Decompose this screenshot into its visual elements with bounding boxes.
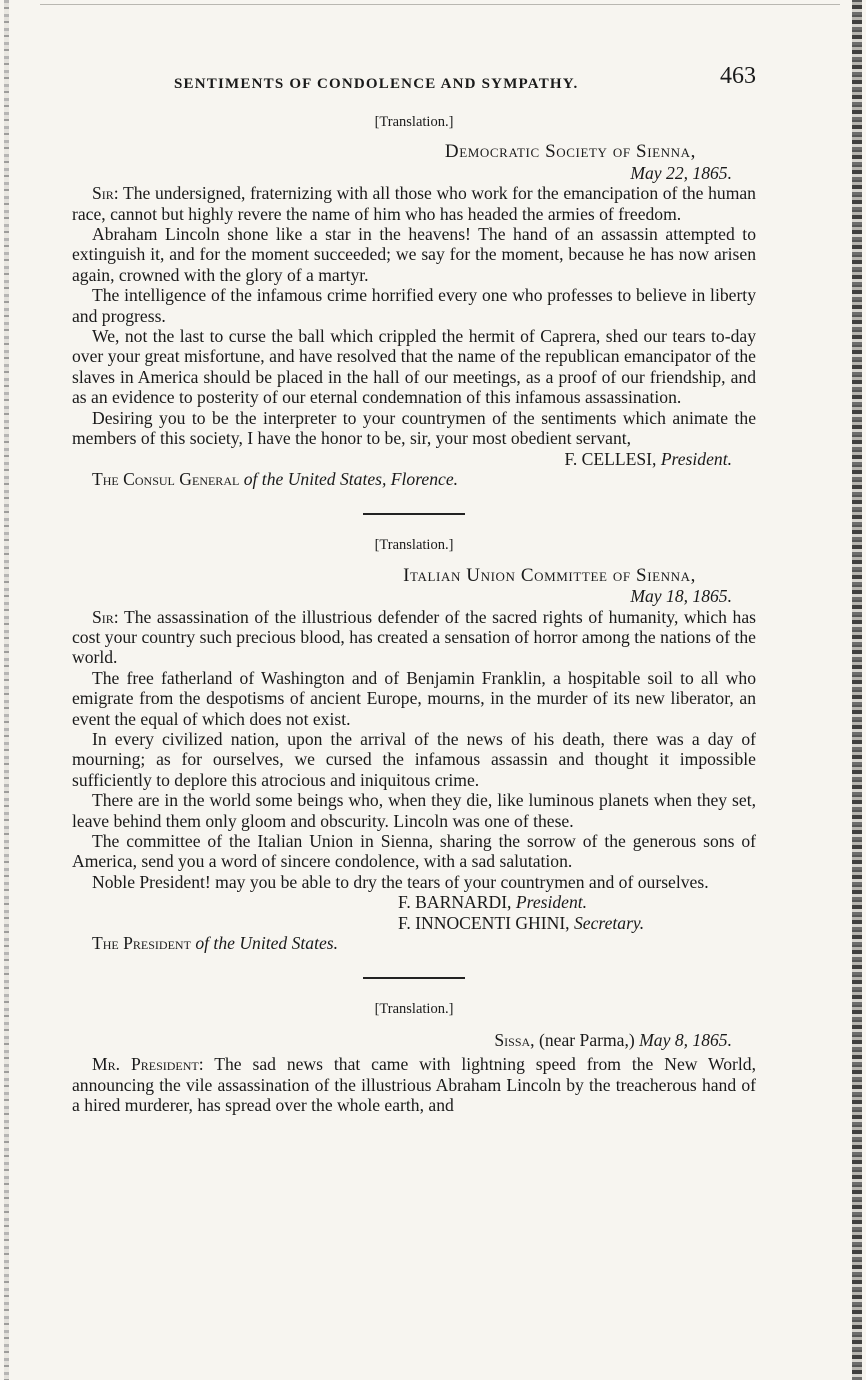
section-divider: [363, 977, 465, 979]
letter-paragraph: [72, 183, 756, 224]
right-page-edge: [852, 0, 862, 1380]
letter-place: Sissa,: [494, 1029, 535, 1050]
addressee: [72, 469, 756, 489]
letter-sender: Italian Union Committee of Sienna,: [403, 564, 696, 586]
translation-note: [Translation.]: [374, 1001, 454, 1018]
letter-date-text: May 18, 1865.: [630, 586, 732, 607]
page-number: 463: [720, 63, 756, 89]
translation-note: [Translation.]: [374, 114, 454, 130]
letter-place-note: (near Parma,): [539, 1029, 635, 1050]
letter-paragraph: There are in the world some beings who, when they die, like luminous planets when they set, leave behind them only gloom and obscurity. Lincoln was one of these.: [72, 790, 756, 831]
letter-paragraph: The free fatherland of Washington and of Benjamin Franklin, a hospitable soil to all who emigrate from the despotisms of ancient Europe, mourns, in the murder of its new liberator, an event the equal of which does not exist.: [72, 667, 756, 729]
signature-title: President.: [660, 448, 732, 469]
salutation: Mr. President:: [92, 1054, 204, 1075]
signature-president: [72, 892, 756, 912]
salutation: Sir:: [92, 606, 119, 627]
letter-paragraph: We, not the last to curse the ball which crippled the hermit of Caprera, shed our tears to-day over your great misfortune, and have resolved that the name of the republican emancipator of the slaves in America should be placed in the hall of our meetings, as a proof of our friendship, and as an evidence to posterity of our eternal condemnation of this infamous assassination.: [72, 326, 756, 408]
addressee: [72, 933, 756, 953]
addressee-detail: of the United States, Florence.: [243, 468, 459, 489]
letter-paragraph: Abraham Lincoln shone like a star in the heavens! The hand of an assassin attempted to extinguish it, and for the moment succeeded; we say for the moment, because he has now arisen again, crowned with the glory of a martyr.: [72, 224, 756, 285]
signature-name: F. CELLESI,: [564, 448, 657, 469]
left-page-edge: [4, 0, 9, 1380]
signature-name: F. BARNARDI,: [398, 892, 512, 913]
paragraph-text: The undersigned, fraternizing with all those who work for the emancipation of the human race, cannot but highly revere the name of him who has headed the armies of freedom.: [72, 183, 756, 224]
letter-paragraph: [72, 607, 756, 668]
signature: [72, 449, 756, 469]
salutation: Sir:: [92, 183, 119, 204]
letter-date: [72, 586, 756, 606]
letter-place-date: [72, 1030, 756, 1050]
top-edge-rule: [40, 4, 840, 5]
letter-italian-union: [72, 535, 756, 953]
letter-paragraph: The committee of the Italian Union in Sienna, sharing the sorrow of the generous sons of America, send you a word of sincere condolence, with a sad salutation.: [72, 831, 756, 872]
section-divider: [363, 513, 465, 515]
letter-sender: Democratic Society of Sienna,: [444, 141, 696, 163]
running-title: SENTIMENTS OF CONDOLENCE AND SYMPATHY.: [174, 76, 579, 92]
translation-note: [Translation.]: [374, 537, 454, 554]
page-content: [72, 63, 756, 1116]
letter-date-text: May 22, 1865.: [630, 162, 732, 183]
signature-title: President.: [515, 892, 588, 913]
letter-paragraph: The intelligence of the infamous crime horrified every one who professes to believe in liberty and progress.: [72, 285, 756, 326]
running-head: [72, 63, 756, 96]
signature-name: F. INNOCENTI GHINI,: [398, 912, 570, 933]
letter-paragraph: Desiring you to be the interpreter to your countrymen of the sentiments which animate the members of this society, I have the honor to be, sir, your most obedient servant,: [72, 407, 756, 449]
letter-paragraph: Noble President! may you be able to dry the tears of your countrymen and of ourselves.: [92, 871, 709, 892]
paragraph-text: The assassination of the illustrious defender of the sacred rights of humanity, which has cost your country such precious blood, has created a sensation of horror among the nations of the world.: [72, 606, 756, 668]
addressee-detail: of the United States.: [195, 933, 339, 954]
signature-secretary: [72, 913, 756, 933]
letter-date-text: May 8, 1865.: [639, 1029, 732, 1050]
letter-sissa: [72, 999, 756, 1115]
letter-paragraph: In every civilized nation, upon the arrival of the news of his death, there was a day of mourning; as for ourselves, we cursed the infamous assassin and thought it impossible sufficiently to deplore this atrocious and iniquitous crime.: [72, 728, 756, 790]
letter-democratic-society: [72, 112, 756, 489]
addressee-name: The Consul General: [92, 468, 240, 489]
addressee-name: The President: [92, 933, 191, 954]
letter-paragraph: [72, 1054, 756, 1115]
signature-title: Secretary.: [573, 912, 645, 933]
paragraph-text: The sad news that came with lightning speed from the New World, announcing the vile assassination of the illustrious Abraham Lincoln by the treacherous hand of a hired murderer, has spread over the whole earth, and: [72, 1054, 756, 1116]
letter-date: [72, 163, 756, 183]
